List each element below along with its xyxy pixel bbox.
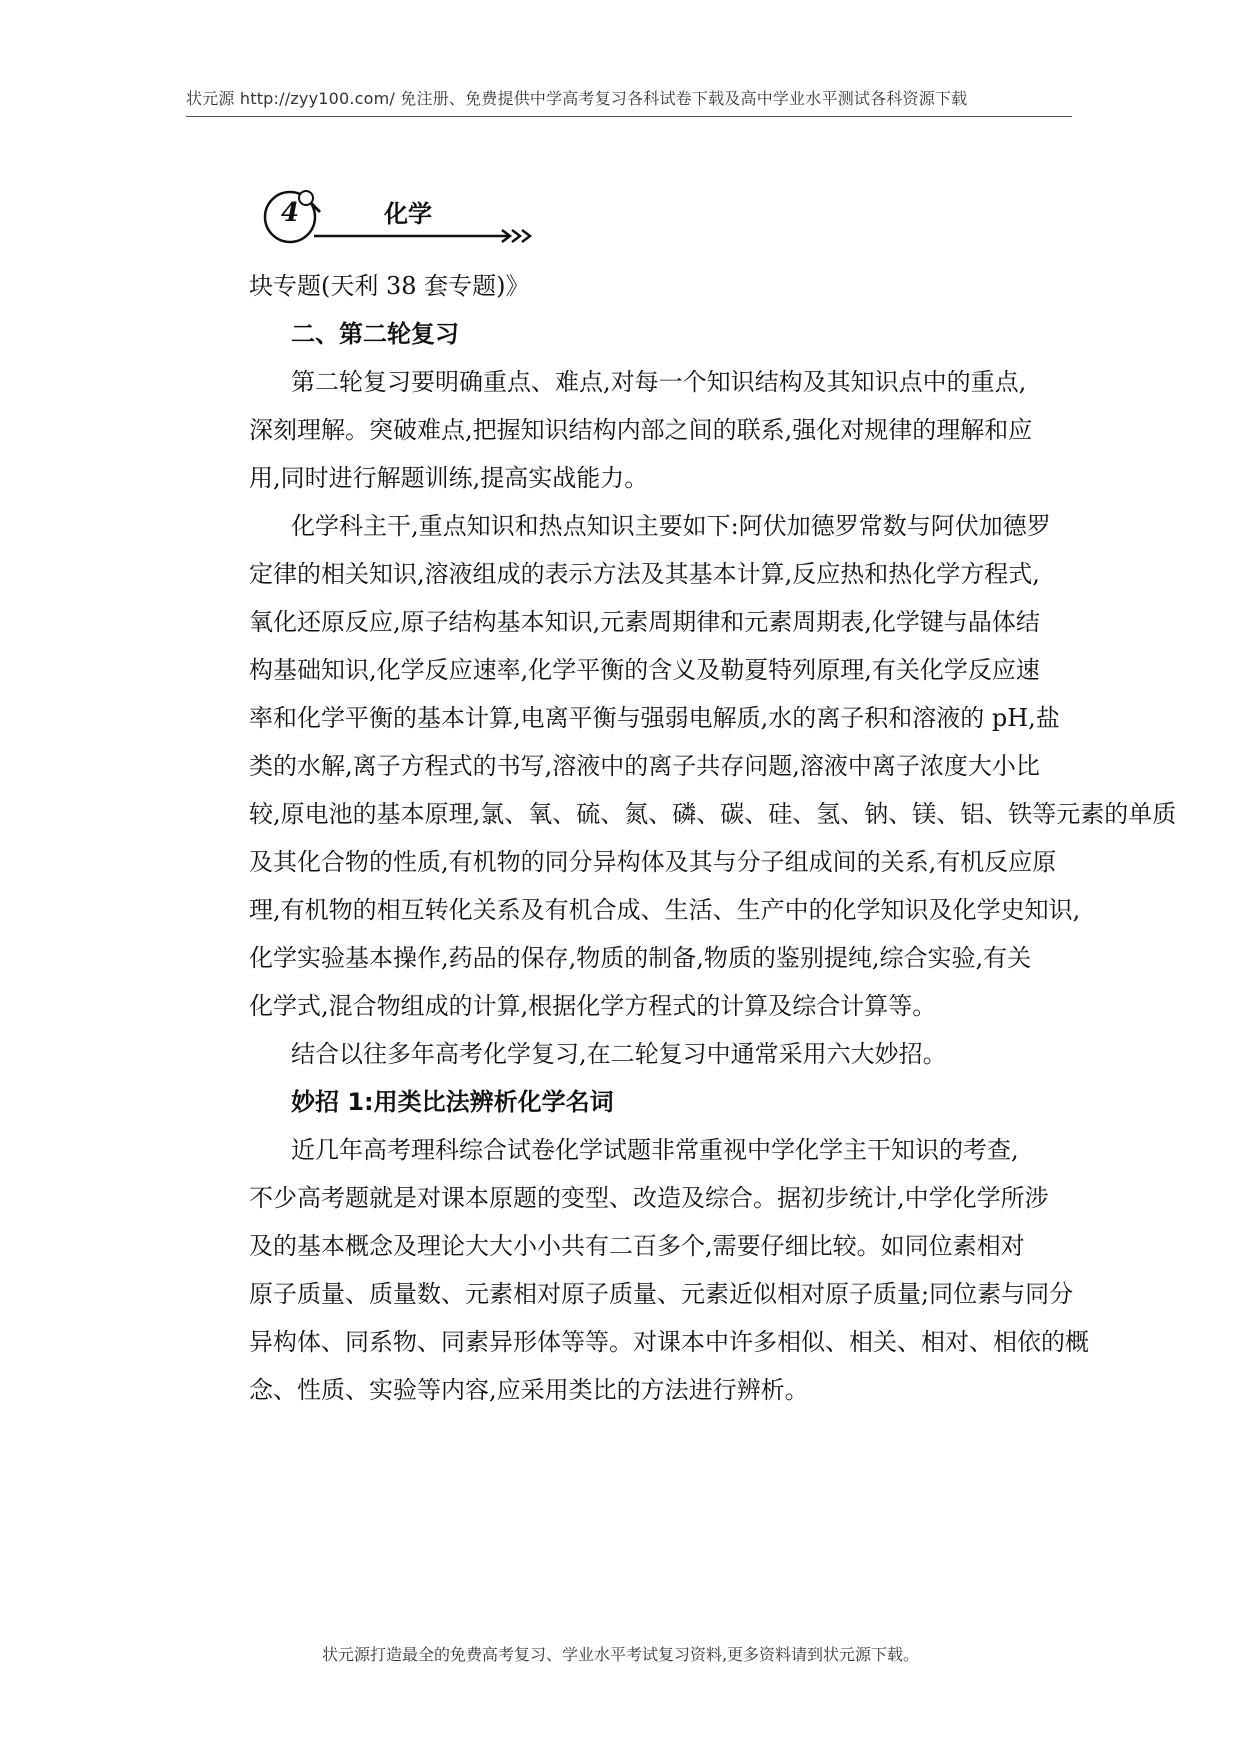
paragraph-line: 类的水解,离子方程式的书写,溶液中的离子共存问题,溶液中离子浓度大小比 (249, 752, 1040, 780)
paragraph-line: 深刻理解。突破难点,把握知识结构内部之间的联系,强化对规律的理解和应 (249, 416, 1033, 444)
paragraph-line: 定律的相关知识,溶液组成的表示方法及其基本计算,反应热和热化学方程式, (249, 560, 1040, 588)
paragraph-line: 及其化合物的性质,有机物的同分异构体及其与分子组成间的关系,有机反应原 (249, 848, 1057, 876)
paragraph-line: 化学式,混合物组成的计算,根据化学方程式的计算及综合计算等。 (249, 992, 937, 1020)
chapter-number: 4 (280, 198, 300, 228)
paragraph-line: 块专题(天利 38 套专题)》 (249, 272, 530, 300)
paragraph-line: 氧化还原反应,原子结构基本知识,元素周期律和元素周期表,化学键与晶体结 (249, 608, 1040, 636)
chapter-title: 化学 (384, 200, 432, 228)
chapter-badge (246, 188, 576, 248)
paragraph-line: 近几年高考理科综合试卷化学试题非常重视中学化学主干知识的考查, (291, 1136, 1019, 1164)
paragraph-line: 用,同时进行解题训练,提高实战能力。 (249, 464, 649, 492)
subsection-heading: 妙招 1:用类比法辨析化学名词 (291, 1088, 614, 1116)
paragraph-line: 化学科主干,重点知识和热点知识主要如下:阿伏加德罗常数与阿伏加德罗 (291, 512, 1051, 540)
page-header: 状元源 http://zyy100.com/ 免注册、免费提供中学高考复习各科试卷下载及高中学业水平测试各科资源下载 (186, 89, 968, 108)
paragraph-line: 结合以往多年高考化学复习,在二轮复习中通常采用六大妙招。 (291, 1040, 947, 1068)
paragraph-line: 较,原电池的基本原理,氯、氧、硫、氮、磷、碳、硅、氢、钠、镁、铝、铁等元素的单质 (249, 800, 1177, 828)
header-divider (186, 116, 1072, 117)
paragraph-line: 理,有机物的相互转化关系及有机合成、生活、生产中的化学知识及化学史知识, (249, 896, 1081, 924)
paragraph-line: 念、性质、实验等内容,应采用类比的方法进行辨析。 (249, 1376, 809, 1404)
paragraph-line: 及的基本概念及理论大大小小共有二百多个,需要仔细比较。如同位素相对 (249, 1232, 1025, 1260)
paragraph-line: 原子质量、质量数、元素相对原子质量、元素近似相对原子质量;同位素与同分 (249, 1280, 1074, 1308)
paragraph-line: 第二轮复习要明确重点、难点,对每一个知识结构及其知识点中的重点, (291, 368, 1027, 396)
paragraph-line: 化学实验基本操作,药品的保存,物质的制备,物质的鉴别提纯,综合实验,有关 (249, 944, 1032, 972)
document-body (249, 262, 1177, 1414)
paragraph-line: 不少高考题就是对课本原题的变型、改造及综合。据初步统计,中学化学所涉 (249, 1184, 1049, 1212)
section-heading: 二、第二轮复习 (291, 320, 459, 348)
paragraph-line: 构基础知识,化学反应速率,化学平衡的含义及勒夏特列原理,有关化学反应速 (249, 656, 1040, 684)
paragraph-line: 率和化学平衡的基本计算,电离平衡与强弱电解质,水的离子积和溶液的 pH,盐 (249, 704, 1060, 732)
paragraph-line: 异构体、同系物、同素异形体等等。对课本中许多相似、相关、相对、相依的概 (249, 1328, 1089, 1356)
page-footer: 状元源打造最全的免费高考复习、学业水平考试复习资料,更多资料请到状元源下载。 (321, 1645, 920, 1664)
